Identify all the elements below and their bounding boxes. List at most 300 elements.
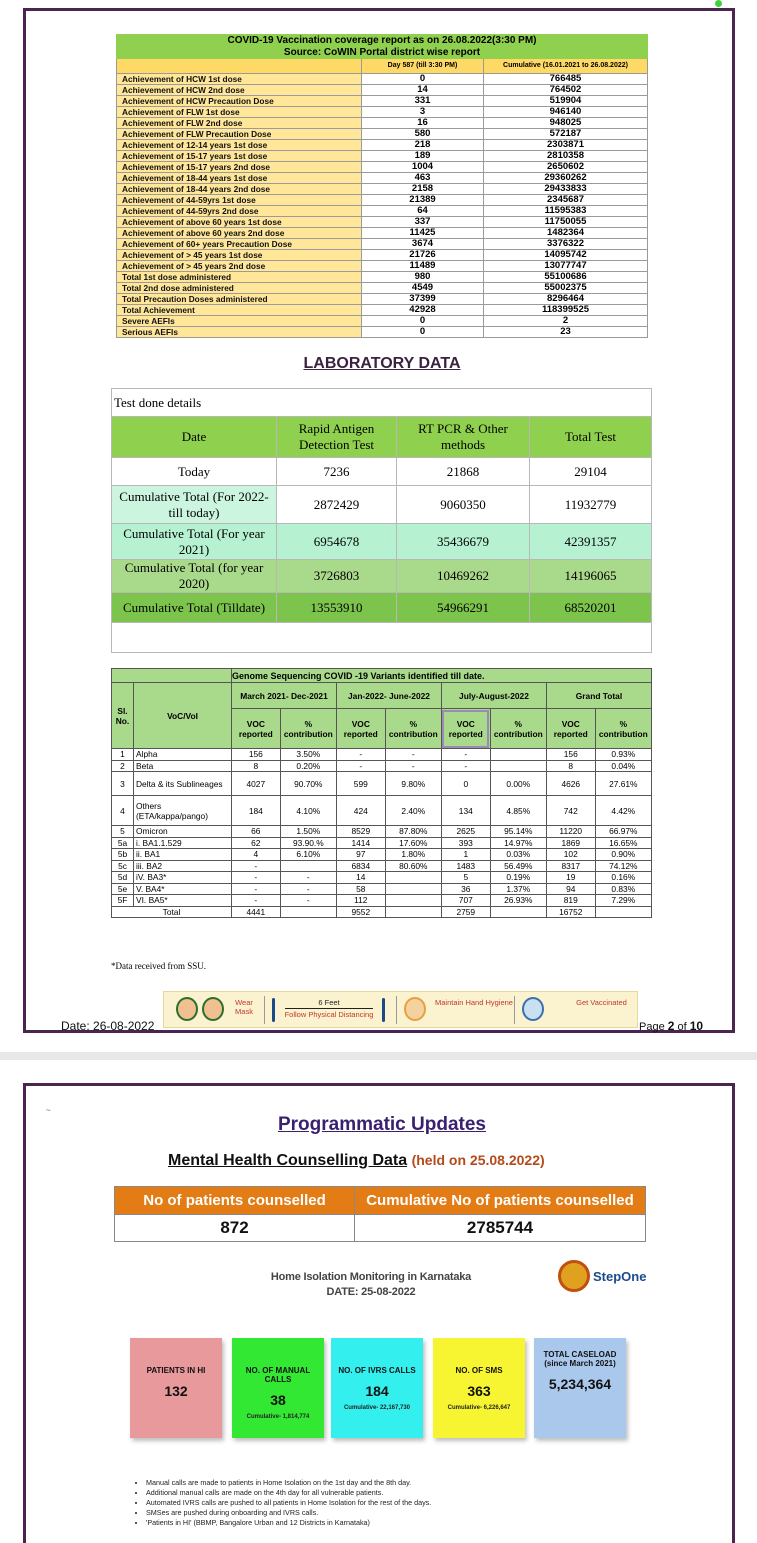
wear-mask-label: Wear Mask [235,998,253,1016]
vaccination-label: Total Achievement [117,305,362,316]
lab-rtpcr: 10469262 [397,560,530,593]
genome-value: - [336,760,385,772]
home-isolation-title [256,1270,486,1300]
genome-value: 90.70% [280,772,336,796]
genome-value: 156 [232,749,281,761]
genome-value: 1.80% [385,849,441,861]
vaccination-row [117,217,648,228]
genome-value: 742 [546,796,595,826]
col-cumulative: Cumulative (16.01.2021 to 26.08.2022) [484,59,648,74]
genome-value: 4 [232,849,281,861]
genome-value: 0.03% [490,849,546,861]
vaccination-cumulative: 118399525 [484,305,648,316]
genome-value: 2.40% [385,796,441,826]
banner-divider [264,996,265,1024]
lab-total: 42391357 [530,524,652,560]
person-icon [272,998,275,1022]
vaccination-label: Achievement of 18-44 years 2nd dose [117,184,362,195]
genome-value: - [232,860,281,872]
sub-contribution: % contribution [490,709,546,749]
vaccination-label: Achievement of FLW 2nd dose [117,118,362,129]
genome-value: 4.42% [595,796,651,826]
genome-value: 36 [441,883,490,895]
genome-value: 4.85% [490,796,546,826]
lab-row [112,458,652,486]
vaccination-label: Achievement of HCW 2nd dose [117,85,362,96]
distancing-block [279,998,379,1019]
laboratory-table [111,388,652,653]
lab-date: Cumulative Total (for year 2020) [112,560,277,593]
lab-rapid: 7236 [277,458,397,486]
hi-note: • Additional manual calls are made on the 4th day for all vulnerable patients. [146,1488,431,1498]
genome-value: 4626 [546,772,595,796]
vaccination-row [117,206,648,217]
vaccination-row [117,239,648,250]
vaccination-row [117,283,648,294]
vaccination-day: 21726 [362,250,484,261]
vaccination-row [117,272,648,283]
genome-value: 14.97% [490,837,546,849]
vaccination-row [117,305,648,316]
page-total: 10 [689,1019,704,1033]
genome-sl: 5 [112,826,134,838]
vaccination-label: Achievement of 18-44 years 1st dose [117,173,362,184]
counselled-value: 872 [115,1215,355,1242]
lab-empty-row [112,623,652,653]
laboratory-title: LABORATORY DATA [303,355,461,372]
sub-voc-reported: VOC reported [441,709,490,749]
vaccination-day: 11489 [362,261,484,272]
vaccination-day: 331 [362,96,484,107]
vaccination-row [117,74,648,85]
genome-value: 1 [441,849,490,861]
genome-total-value [385,906,441,918]
page-current: 2 [667,1019,675,1033]
genome-value: - [232,883,281,895]
counselling-table [114,1186,646,1242]
hi-card-title: NO. OF IVRS CALLS [338,1366,416,1375]
vaccination-cumulative: 13077747 [484,261,648,272]
banner-divider-2 [396,996,397,1024]
sub-voc-reported: VOC reported [336,709,385,749]
genome-row [112,849,652,861]
genome-sl: 5e [112,883,134,895]
lab-row [112,560,652,593]
genome-value: 1.50% [280,826,336,838]
genome-variant: V. BA4* [134,883,232,895]
vaccination-day: 4549 [362,283,484,294]
genome-row [112,826,652,838]
genome-value: 0.83% [595,883,651,895]
genome-row [112,860,652,872]
genome-value: 102 [546,849,595,861]
genome-value: - [280,895,336,907]
vaccination-cumulative: 1482364 [484,228,648,239]
vaccination-label: Total 1st dose administered [117,272,362,283]
cumulative-counselled-value: 2785744 [355,1215,646,1242]
hi-card-value: 184 [365,1383,389,1399]
vaccination-day: 580 [362,129,484,140]
page-mark: ~ [46,1106,51,1115]
h-period-3: July-August-2022 [441,683,546,709]
vaccination-day: 16 [362,118,484,129]
genome-value: 27.61% [595,772,651,796]
footer-date: Date: 26-08-2022 [61,1019,155,1033]
lab-rtpcr: 35436679 [397,524,530,560]
genome-value: - [385,760,441,772]
hi-date-text: DATE: 25-08-2022 [326,1286,416,1298]
genome-sl: 5F [112,895,134,907]
genome-value: 6834 [336,860,385,872]
vaccination-cumulative: 3376322 [484,239,648,250]
genome-value: 66.97% [595,826,651,838]
genome-value: 1483 [441,860,490,872]
vaccination-cumulative: 946140 [484,107,648,118]
genome-value: 0.20% [280,760,336,772]
lab-total: 11932779 [530,486,652,524]
genome-value: 0.90% [595,849,651,861]
vaccination-day: 0 [362,316,484,327]
vaccination-row [117,140,648,151]
h-rapid: Rapid Antigen Detection Test [277,417,397,458]
vaccination-day: 37399 [362,294,484,305]
genome-value: - [441,760,490,772]
hi-card-title: PATIENTS IN HI [146,1366,206,1375]
genome-value [490,760,546,772]
vaccination-table [116,34,648,338]
genome-total-value [595,906,651,918]
genome-total-row [112,906,652,918]
genome-value: 5 [441,872,490,884]
genome-value: 4.10% [280,796,336,826]
hi-card [534,1338,626,1438]
genome-value: 8 [232,760,281,772]
genome-value: - [336,749,385,761]
genome-value: 0.16% [595,872,651,884]
vaccination-row [117,261,648,272]
genome-title: Genome Sequencing COVID -19 Variants identified till date. [232,669,652,683]
vaccination-day: 0 [362,74,484,85]
vaccination-day: 64 [362,206,484,217]
genome-value [385,883,441,895]
vaccination-cumulative: 55002375 [484,283,648,294]
vaccination-label: Achievement of FLW Precaution Dose [117,129,362,140]
genome-sl: 5c [112,860,134,872]
vaccination-day: 3674 [362,239,484,250]
vaccination-cumulative: 2810358 [484,151,648,162]
genome-value: 2625 [441,826,490,838]
hi-notes [134,1478,431,1528]
genome-value: 62 [232,837,281,849]
genome-value: 8529 [336,826,385,838]
vaccination-day: 189 [362,151,484,162]
test-done-label: Test done details [112,389,652,417]
vaccination-label: Achievement of > 45 years 2nd dose [117,261,362,272]
vaccination-label: Achievement of 44-59yrs 2nd dose [117,206,362,217]
hi-card-title: NO. OF MANUAL CALLS [245,1366,311,1384]
genome-row [112,895,652,907]
hi-title-text: Home Isolation Monitoring in Karnataka [270,1271,472,1283]
genome-value: 26.93% [490,895,546,907]
vaccination-cumulative: 2345687 [484,195,648,206]
hi-card-value: 38 [270,1392,286,1408]
genome-value: 0.00% [490,772,546,796]
lab-row [112,524,652,560]
genome-value: - [232,895,281,907]
genome-value: 599 [336,772,385,796]
genome-value: 8317 [546,860,595,872]
h-period-1: March 2021- Dec-2021 [232,683,337,709]
genome-row [112,772,652,796]
vaccination-day: 14 [362,85,484,96]
mask-face-icon-2 [202,997,224,1021]
genome-value: 1.37% [490,883,546,895]
stepone-logo: StepOne [593,1269,647,1284]
genome-value: 9.80% [385,772,441,796]
genome-total-value [280,906,336,918]
vaccination-label: Achievement of HCW 1st dose [117,74,362,85]
genome-value: - [385,749,441,761]
genome-value: 4027 [232,772,281,796]
page-separator [0,1052,757,1060]
h-period-2: Jan-2022- June-2022 [336,683,441,709]
genome-value: 97 [336,849,385,861]
vaccination-row [117,316,648,327]
sub-contribution: % contribution [595,709,651,749]
lab-row [112,593,652,623]
vaccination-cumulative: 55100686 [484,272,648,283]
programmatic-updates-title: Programmatic Updates [277,1114,486,1135]
vaccination-cumulative: 29360262 [484,173,648,184]
vaccination-cumulative: 14095742 [484,250,648,261]
genome-value: 184 [232,796,281,826]
vaccination-label: Achievement of HCW Precaution Dose [117,96,362,107]
vaccination-row [117,162,648,173]
lab-date: Cumulative Total (For year 2021) [112,524,277,560]
vaccination-day: 463 [362,173,484,184]
genome-value [385,872,441,884]
vaccination-row [117,173,648,184]
genome-value: 156 [546,749,595,761]
vaccination-label: Total Precaution Doses administered [117,294,362,305]
counselled-header: No of patients counselled [115,1187,355,1215]
genome-value: 58 [336,883,385,895]
genome-value: 66 [232,826,281,838]
vaccination-label: Achievement of 15-17 years 1st dose [117,151,362,162]
genome-value: 707 [441,895,490,907]
vaccination-row [117,96,648,107]
genome-row [112,749,652,761]
genome-value: 424 [336,796,385,826]
vaccination-cumulative: 2 [484,316,648,327]
mental-health-heading [168,1152,545,1170]
genome-value: 17.60% [385,837,441,849]
cumulative-counselled-header: Cumulative No of patients counselled [355,1187,646,1215]
genome-value: 7.29% [595,895,651,907]
vaccination-cumulative: 8296464 [484,294,648,305]
hi-card-value: 5,234,364 [548,1376,612,1392]
hi-card-sub: Cumulative- 6,226,647 [447,1405,511,1411]
mask-face-icon [176,997,198,1021]
h-date: Date [112,417,277,458]
six-feet-label: 6 Feet [318,998,340,1007]
genome-sl: 4 [112,796,134,826]
genome-value: 393 [441,837,490,849]
vaccination-day: 11425 [362,228,484,239]
sub-voc-reported: VOC reported [232,709,281,749]
hi-card-value: 132 [164,1383,188,1399]
genome-variant: iii. BA2 [134,860,232,872]
genome-variant: i. BA1.1.529 [134,837,232,849]
genome-variant: iV. BA3* [134,872,232,884]
hi-card-value: 363 [467,1383,491,1399]
genome-variant: Others (ETA/kappa/pango) [134,796,232,826]
vaccination-row [117,228,648,239]
sub-voc-reported: VOC reported [546,709,595,749]
vaccination-cumulative: 572187 [484,129,648,140]
vaccination-label: Achievement of 12-14 years 1st dose [117,140,362,151]
hi-card-sub: Cumulative- 22,167,730 [343,1405,411,1411]
lab-rtpcr: 9060350 [397,486,530,524]
vaccination-cumulative: 29433833 [484,184,648,195]
vaccination-label: Achievement of above 60 years 1st dose [117,217,362,228]
vaccination-label: Achievement of 60+ years Precaution Dose [117,239,362,250]
genome-value: 19 [546,872,595,884]
genome-value: 0.93% [595,749,651,761]
genome-total-value: 4441 [232,906,281,918]
lab-date: Today [112,458,277,486]
genome-value: 1414 [336,837,385,849]
vaccination-cumulative: 23 [484,327,648,338]
lab-rtpcr: 21868 [397,458,530,486]
lab-rtpcr: 54966291 [397,593,530,623]
person-icon-2 [382,998,385,1022]
vaccination-day: 218 [362,140,484,151]
genome-value: 8 [546,760,595,772]
page-of: of [674,1021,690,1033]
lab-row [112,486,652,524]
sub-contribution: % contribution [280,709,336,749]
hi-card [331,1338,423,1438]
genome-value: 112 [336,895,385,907]
vaccination-label: Achievement of > 45 years 1st dose [117,250,362,261]
genome-sl: 5a [112,837,134,849]
vaccination-label: Severe AEFIs [117,316,362,327]
hi-note: • Automated IVRS calls are pushed to all patients in Home Isolation for the rest of the days. [146,1498,431,1508]
genome-total-value: 2759 [441,906,490,918]
hi-note: • 'Patients in HI' (BBMP, Bangalore Urban and 12 Districts in Karnataka) [146,1518,431,1528]
arrow-line [285,1008,373,1009]
mental-health-held: (held on 25.08.2022) [411,1152,545,1168]
genome-value [490,749,546,761]
vaccination-row [117,118,648,129]
genome-value: 87.80% [385,826,441,838]
hi-card-title: NO. OF SMS [455,1366,503,1375]
vaccine-icon [522,997,544,1021]
genome-variant: Omicron [134,826,232,838]
vaccination-cumulative: 2303871 [484,140,648,151]
genome-value: 94 [546,883,595,895]
vaccination-cumulative: 766485 [484,74,648,85]
genome-value: 56.49% [490,860,546,872]
genome-value: 0.04% [595,760,651,772]
vaccination-label: Achievement of above 60 years 2nd dose [117,228,362,239]
h-rtpcr: RT PCR & Other methods [397,417,530,458]
genome-value [280,860,336,872]
vaccination-cumulative: 11595383 [484,206,648,217]
vaccination-day: 1004 [362,162,484,173]
vaccination-row [117,184,648,195]
genome-variant: ii. BA1 [134,849,232,861]
hand-hygiene-label: Maintain Hand Hygiene [435,998,513,1007]
h-grand-total: Grand Total [546,683,651,709]
hi-card-title: TOTAL CASELOAD (since March 2021) [543,1350,617,1368]
genome-value: 6.10% [280,849,336,861]
vaccination-row [117,250,648,261]
genome-total-value: 16752 [546,906,595,918]
genome-variant: Beta [134,760,232,772]
lab-rapid: 13553910 [277,593,397,623]
hi-note: • Manual calls are made to patients in Home Isolation on the 1st day and the 8th day. [146,1478,431,1488]
genome-row [112,872,652,884]
vaccination-title: COVID-19 Vaccination coverage report as on 26.08.2022(3:30 PM) [117,35,648,47]
h-voc: VoC/VoI [134,683,232,749]
vaccination-row [117,151,648,162]
hand-wash-icon [404,997,426,1021]
vaccination-cumulative: 764502 [484,85,648,96]
lab-total: 29104 [530,458,652,486]
vaccination-cumulative: 948025 [484,118,648,129]
genome-value: 3.50% [280,749,336,761]
vaccination-day: 337 [362,217,484,228]
karnataka-emblem-icon [558,1260,590,1292]
hi-card [232,1338,324,1438]
genome-row [112,796,652,826]
banner-divider-3 [514,996,515,1024]
genome-value: 0 [441,772,490,796]
vaccination-day: 21389 [362,195,484,206]
hi-card-sub: Cumulative- 1,814,774 [246,1414,310,1420]
vaccination-cumulative: 2650602 [484,162,648,173]
mental-health-title: Mental Health Counselling Data [168,1152,408,1169]
vaccination-day: 2158 [362,184,484,195]
genome-row [112,883,652,895]
genome-sl: 3 [112,772,134,796]
lab-total: 14196065 [530,560,652,593]
vaccination-label: Achievement of 15-17 years 2nd dose [117,162,362,173]
genome-sl: 5d [112,872,134,884]
vaccination-label: Serious AEFIs [117,327,362,338]
vaccination-label: Achievement of 44-59yrs 1st dose [117,195,362,206]
hi-note: • SMSes are pushed during onboarding and IVRS calls. [146,1508,431,1518]
vaccination-day: 3 [362,107,484,118]
vaccination-cumulative: 519904 [484,96,648,107]
genome-total-label: Total [112,906,232,918]
hi-card [130,1338,222,1438]
genome-value: 95.14% [490,826,546,838]
h-total: Total Test [530,417,652,458]
genome-sl: 1 [112,749,134,761]
vaccination-cumulative: 11750055 [484,217,648,228]
genome-value: 819 [546,895,595,907]
genome-variant: VI. BA5* [134,895,232,907]
genome-value: 11220 [546,826,595,838]
page-prefix: Page [639,1021,668,1033]
genome-total-value [490,906,546,918]
get-vaccinated-label: Get Vaccinated [576,998,627,1007]
lab-date: Cumulative Total (Tilldate) [112,593,277,623]
vaccination-source: Source: CoWIN Portal district wise report [117,47,648,59]
